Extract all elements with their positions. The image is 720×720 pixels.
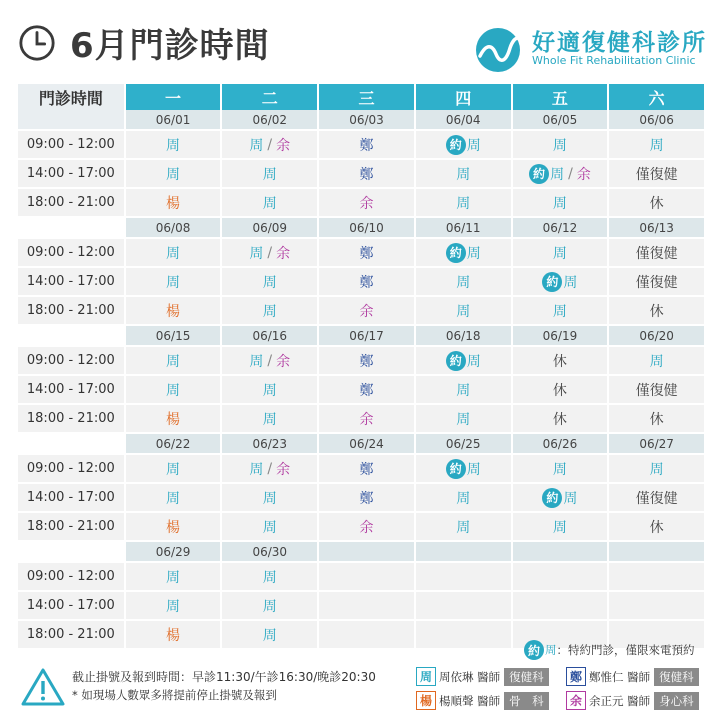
appointment-badge: 約 [446, 459, 466, 479]
schedule-cell [416, 376, 511, 403]
doctor-mark: 周 [262, 627, 277, 644]
schedule-cell [126, 239, 221, 266]
date-cell: 06/19 [513, 326, 608, 345]
schedule-cell [126, 621, 221, 648]
schedule-cell [126, 484, 221, 511]
doctor-mark: 鄭 [359, 382, 374, 399]
time-slot-label: 18:00 - 21:00 [18, 621, 124, 648]
date-cell: 06/12 [513, 218, 608, 237]
schedule-cell [416, 513, 511, 540]
schedule-cell [319, 297, 414, 324]
weekday-header: 五 [513, 84, 608, 110]
date-cell: 06/08 [126, 218, 221, 237]
schedule-cell [319, 455, 414, 482]
doctor-mark: 周 [262, 274, 277, 291]
schedule-cell [609, 160, 704, 187]
doctor-name: 鄭惟仁 醫師 [589, 669, 651, 684]
doctor-mark: 楊 [166, 303, 181, 320]
schedule-cell [222, 405, 317, 432]
time-slot-label: 14:00 - 17:00 [18, 268, 124, 295]
doctor-mark: 周 [456, 274, 471, 291]
page-title: 6月門診時間 [70, 26, 270, 66]
weekday-header: 一 [126, 84, 221, 110]
date-row [18, 110, 704, 129]
schedule-cell [319, 268, 414, 295]
schedule-cell [609, 189, 704, 216]
doctor-dept: 身心科 [654, 692, 699, 710]
schedule-cell [609, 563, 704, 590]
schedule-cell [126, 376, 221, 403]
doctor-name: 楊順聲 醫師 [439, 693, 501, 708]
time-slot-label: 09:00 - 12:00 [18, 131, 124, 158]
date-row-spacer [18, 218, 124, 237]
schedule-cell [513, 297, 608, 324]
clinic-name-en: Whole Fit Rehabilitation Clinic [532, 54, 696, 67]
time-slot-row [18, 345, 704, 374]
time-slot-row [18, 511, 704, 540]
schedule-cell [609, 376, 704, 403]
schedule-cell [416, 268, 511, 295]
schedule-cell [609, 592, 704, 619]
schedule-cell [222, 563, 317, 590]
time-slot-row [18, 187, 704, 216]
doctor-mark: 楊 [166, 627, 181, 644]
date-cell: 06/09 [222, 218, 317, 237]
schedule-cell [319, 484, 414, 511]
time-slot-label: 18:00 - 21:00 [18, 513, 124, 540]
separator: / [267, 352, 273, 369]
doctor-mark: 周 [249, 137, 264, 154]
date-cell: 06/10 [319, 218, 414, 237]
doctor-mark: 僅復健 [635, 245, 678, 262]
schedule-cell [609, 513, 704, 540]
doctor-mark: 鄭 [359, 353, 374, 370]
schedule-cell [513, 376, 608, 403]
doctor-mark: 周 [262, 195, 277, 212]
date-cell: 06/16 [222, 326, 317, 345]
doctor-mark: 周 [262, 382, 277, 399]
time-slot-label: 09:00 - 12:00 [18, 347, 124, 374]
date-cell: 06/11 [416, 218, 511, 237]
doctor-mark: 周 [456, 490, 471, 507]
schedule-cell [609, 131, 704, 158]
date-row-spacer [18, 434, 124, 453]
doctor-mark: 周 [550, 166, 565, 183]
doctor-mark: 周 [466, 245, 481, 262]
schedule-cell [513, 455, 608, 482]
date-cell: 06/29 [126, 542, 221, 561]
doctor-mark: 余 [276, 137, 291, 154]
doctor-mark: 鄭 [359, 490, 374, 507]
doctor-mark: 周 [166, 598, 181, 615]
doctor-mark: 周 [166, 382, 181, 399]
doctor-mark: 周 [466, 137, 481, 154]
schedule-cell [126, 297, 221, 324]
doctor-badge: 余 [566, 691, 586, 710]
date-cell: 06/05 [513, 110, 608, 129]
schedule-cell [222, 268, 317, 295]
schedule-cell [513, 131, 608, 158]
time-slot-label: 09:00 - 12:00 [18, 563, 124, 590]
doctor-mark: 周 [563, 490, 578, 507]
doctor-mark: 周 [262, 519, 277, 536]
appointment-badge: 約 [542, 272, 562, 292]
doctor-mark: 余 [576, 166, 591, 183]
schedule-cell [513, 513, 608, 540]
doctor-mark: 余 [359, 195, 374, 212]
doctor-mark: 周 [166, 274, 181, 291]
date-cell [609, 542, 704, 561]
doctor-mark: 休 [649, 519, 664, 536]
appointment-badge: 約 [529, 164, 549, 184]
schedule-cell [513, 563, 608, 590]
schedule-cell [513, 160, 608, 187]
date-cell: 06/06 [609, 110, 704, 129]
schedule-cell [416, 131, 511, 158]
date-cell: 06/17 [319, 326, 414, 345]
schedule-cell [416, 484, 511, 511]
schedule-cell [222, 592, 317, 619]
time-slot-label: 09:00 - 12:00 [18, 239, 124, 266]
schedule-cell [126, 513, 221, 540]
appointment-badge: 約 [446, 135, 466, 155]
legend-doctor-zheng [566, 666, 699, 687]
schedule-cell [222, 160, 317, 187]
schedule-cell [126, 405, 221, 432]
schedule-cell [126, 455, 221, 482]
schedule-cell [319, 160, 414, 187]
date-row [18, 434, 704, 453]
date-row [18, 542, 704, 561]
schedule-cell [513, 189, 608, 216]
doctor-mark: 周 [552, 245, 567, 262]
doctor-mark: 周 [552, 461, 567, 478]
schedule-cell [416, 239, 511, 266]
doctor-mark: 楊 [166, 411, 181, 428]
schedule-cell [319, 376, 414, 403]
registration-note: * 如現場人數眾多將提前停止掛號及報到 [72, 688, 277, 702]
doctor-dept: 骨 科 [504, 692, 549, 710]
date-cell: 06/18 [416, 326, 511, 345]
doctor-mark: 周 [456, 166, 471, 183]
time-slot-label: 14:00 - 17:00 [18, 592, 124, 619]
schedule-cell [126, 160, 221, 187]
doctor-mark: 周 [552, 137, 567, 154]
schedule-cell [513, 239, 608, 266]
schedule-cell [222, 297, 317, 324]
date-row [18, 218, 704, 237]
table-corner-label: 門診時間 [18, 84, 124, 110]
schedule-cell [416, 297, 511, 324]
time-slot-row [18, 374, 704, 403]
time-slot-label: 18:00 - 21:00 [18, 189, 124, 216]
appointment-badge: 約 [446, 351, 466, 371]
date-cell: 06/30 [222, 542, 317, 561]
schedule-cell [319, 131, 414, 158]
doctor-mark: 周 [166, 490, 181, 507]
schedule-cell [416, 563, 511, 590]
schedule-cell [319, 592, 414, 619]
time-slot-label: 14:00 - 17:00 [18, 484, 124, 511]
time-slot-row [18, 295, 704, 324]
doctor-mark: 周 [456, 195, 471, 212]
doctor-mark: 周 [166, 353, 181, 370]
schedule-cell [609, 405, 704, 432]
doctor-mark: 周 [166, 461, 181, 478]
date-cell: 06/26 [513, 434, 608, 453]
doctor-mark: 周 [563, 274, 578, 291]
doctor-mark: 僅復健 [635, 490, 678, 507]
doctor-mark: 鄭 [359, 245, 374, 262]
doctor-mark: 周 [456, 303, 471, 320]
doctor-mark: 周 [649, 353, 664, 370]
legend-doctor-zhou [416, 666, 549, 687]
schedule-cell [416, 455, 511, 482]
schedule-cell [416, 160, 511, 187]
legend-doctor-yang [416, 690, 549, 711]
doctor-mark: 鄭 [359, 137, 374, 154]
date-cell: 06/27 [609, 434, 704, 453]
doctor-name: 余正元 醫師 [589, 693, 651, 708]
time-slot-label: 18:00 - 21:00 [18, 297, 124, 324]
separator: / [568, 165, 573, 182]
doctor-mark: 周 [456, 411, 471, 428]
warning-icon [20, 667, 66, 707]
time-slot-label: 18:00 - 21:00 [18, 405, 124, 432]
time-slot-row [18, 561, 704, 590]
schedule-cell [513, 592, 608, 619]
doctor-mark: 余 [276, 353, 291, 370]
schedule-cell [126, 268, 221, 295]
date-cell: 06/24 [319, 434, 414, 453]
separator: / [267, 460, 273, 477]
schedule-cell [609, 347, 704, 374]
schedule-cell [126, 189, 221, 216]
schedule-cell [319, 621, 414, 648]
doctor-mark: 周 [552, 303, 567, 320]
doctor-badge: 鄭 [566, 667, 586, 686]
doctor-badge: 楊 [416, 691, 436, 710]
doctor-mark: 僅復健 [635, 382, 678, 399]
schedule-cell [416, 621, 511, 648]
time-slot-label: 09:00 - 12:00 [18, 455, 124, 482]
time-slot-row [18, 590, 704, 619]
time-slot-row [18, 453, 704, 482]
schedule-cell [319, 563, 414, 590]
appointment-badge: 約 [542, 488, 562, 508]
doctor-mark: 僅復健 [635, 274, 678, 291]
date-cell: 06/03 [319, 110, 414, 129]
appointment-badge: 約 [524, 640, 544, 660]
schedule-cell [222, 621, 317, 648]
date-row [18, 326, 704, 345]
schedule-cell [513, 405, 608, 432]
schedule-cell [416, 592, 511, 619]
schedule-cell [416, 189, 511, 216]
time-slot-label: 14:00 - 17:00 [18, 376, 124, 403]
schedule-cell [222, 484, 317, 511]
doctor-mark: 余 [359, 519, 374, 536]
weekday-header: 六 [609, 84, 704, 110]
doctor-mark: 周 [552, 195, 567, 212]
legend-doctor-yu [566, 690, 699, 711]
doctor-mark: 休 [552, 382, 567, 399]
schedule-cell [222, 239, 317, 266]
schedule-cell [222, 189, 317, 216]
doctor-name: 周依琳 醫師 [439, 669, 501, 684]
schedule-cell [222, 455, 317, 482]
doctor-mark: 周 [249, 245, 264, 262]
doctor-mark: 周 [456, 519, 471, 536]
doctor-mark: 周 [166, 245, 181, 262]
doctor-mark: 周 [166, 137, 181, 154]
schedule-cell [126, 347, 221, 374]
doctor-mark: 周 [466, 353, 481, 370]
separator: / [267, 244, 273, 261]
appointment-note-text: ：特約門診，僅限來電預約 [556, 643, 695, 657]
schedule-cell [319, 189, 414, 216]
time-slot-row [18, 482, 704, 511]
clinic-name: 好適復健科診所 [532, 30, 707, 56]
doctor-mark: 周 [466, 461, 481, 478]
schedule-cell [222, 376, 317, 403]
table-header-row [18, 84, 704, 110]
doctor-mark: 鄭 [359, 166, 374, 183]
schedule-table [18, 84, 704, 648]
schedule-cell [126, 131, 221, 158]
schedule-cell [222, 513, 317, 540]
date-cell: 06/22 [126, 434, 221, 453]
schedule-cell [126, 592, 221, 619]
schedule-cell [126, 563, 221, 590]
weekday-header: 四 [416, 84, 511, 110]
doctor-badge: 周 [416, 667, 436, 686]
doctor-mark: 鄭 [359, 274, 374, 291]
doctor-dept: 復健科 [654, 668, 699, 686]
schedule-cell [513, 347, 608, 374]
schedule-cell [609, 455, 704, 482]
clinic-logo-icon [474, 26, 522, 74]
weekday-header: 二 [222, 84, 317, 110]
doctor-mark: 周 [552, 519, 567, 536]
appointment-badge: 約 [446, 243, 466, 263]
doctor-mark: 周 [166, 569, 181, 586]
doctor-mark: 周 [262, 303, 277, 320]
date-row-spacer [18, 110, 124, 129]
schedule-cell [222, 347, 317, 374]
doctor-mark: 周 [649, 461, 664, 478]
doctor-mark: 休 [552, 353, 567, 370]
doctor-mark: 周 [249, 353, 264, 370]
date-cell: 06/25 [416, 434, 511, 453]
schedule-cell [416, 405, 511, 432]
separator: / [267, 136, 273, 153]
schedule-cell [609, 268, 704, 295]
schedule-cell [609, 239, 704, 266]
doctor-mark: 周 [262, 166, 277, 183]
appointment-note-doctor: 周 [545, 643, 557, 657]
doctor-mark: 周 [249, 461, 264, 478]
schedule-cell [513, 268, 608, 295]
time-slot-row [18, 266, 704, 295]
schedule-cell [319, 405, 414, 432]
time-slot-row [18, 403, 704, 432]
date-cell: 06/13 [609, 218, 704, 237]
date-cell [319, 542, 414, 561]
schedule-cell [416, 347, 511, 374]
date-cell [513, 542, 608, 561]
time-slot-row [18, 158, 704, 187]
weekday-header: 三 [319, 84, 414, 110]
date-row-spacer [18, 542, 124, 561]
clock-icon [18, 24, 56, 62]
schedule-cell [319, 513, 414, 540]
doctor-mark: 休 [649, 411, 664, 428]
doctor-mark: 周 [262, 490, 277, 507]
doctor-mark: 周 [262, 598, 277, 615]
schedule-cell [222, 131, 317, 158]
schedule-cell [609, 297, 704, 324]
date-cell: 06/20 [609, 326, 704, 345]
doctor-mark: 鄭 [359, 461, 374, 478]
schedule-cell [319, 239, 414, 266]
date-row-spacer [18, 326, 124, 345]
doctor-mark: 余 [359, 411, 374, 428]
schedule-cell [319, 347, 414, 374]
date-cell: 06/15 [126, 326, 221, 345]
doctor-mark: 周 [649, 137, 664, 154]
time-slot-label: 14:00 - 17:00 [18, 160, 124, 187]
date-cell: 06/02 [222, 110, 317, 129]
registration-deadline: 截止掛號及報到時間：早診11:30/午診16:30/晚診20:30 [72, 670, 376, 684]
doctor-mark: 楊 [166, 519, 181, 536]
doctor-mark: 休 [649, 303, 664, 320]
appointment-note [524, 640, 695, 660]
doctor-mark: 周 [166, 166, 181, 183]
time-slot-row [18, 129, 704, 158]
schedule-cell [609, 484, 704, 511]
doctor-mark: 周 [456, 382, 471, 399]
date-cell: 06/01 [126, 110, 221, 129]
schedule-cell [513, 484, 608, 511]
doctor-mark: 楊 [166, 195, 181, 212]
doctor-mark: 周 [262, 411, 277, 428]
time-slot-row [18, 237, 704, 266]
doctor-mark: 僅復健 [635, 166, 678, 183]
doctor-dept: 復健科 [504, 668, 549, 686]
doctor-mark: 休 [552, 411, 567, 428]
header [0, 0, 720, 80]
date-cell: 06/23 [222, 434, 317, 453]
doctor-mark: 余 [276, 245, 291, 262]
doctor-mark: 余 [276, 461, 291, 478]
date-cell: 06/04 [416, 110, 511, 129]
date-cell [416, 542, 511, 561]
doctor-mark: 周 [262, 569, 277, 586]
doctor-mark: 休 [649, 195, 664, 212]
doctor-mark: 余 [359, 303, 374, 320]
